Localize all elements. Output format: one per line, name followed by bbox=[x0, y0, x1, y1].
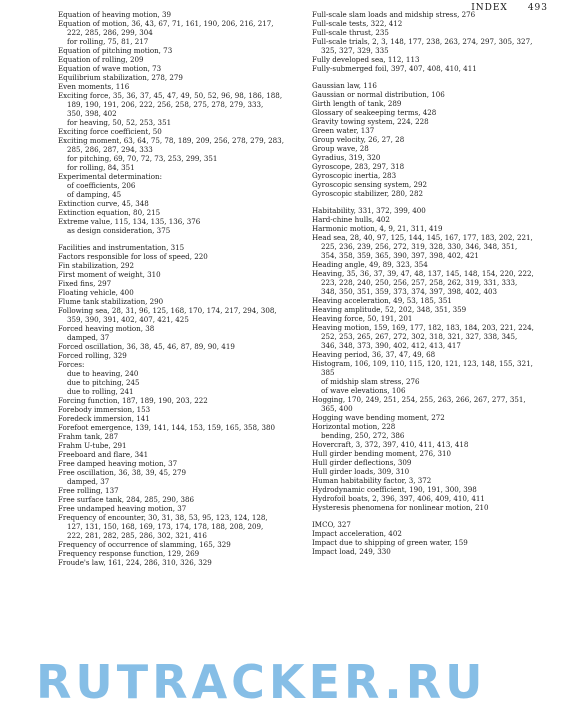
index-entry: Human habitability factor, 3, 372 bbox=[312, 476, 432, 485]
index-entry: Habitability, 331, 372, 399, 400 bbox=[312, 206, 426, 215]
letter-group-gap bbox=[58, 235, 304, 243]
index-entry: Impact load, 249, 330 bbox=[312, 547, 391, 556]
index-entry: Green water, 137 bbox=[312, 126, 375, 135]
index-subentry: 348, 350, 351, 359, 373, 374, 397, 398, 402, 403 bbox=[321, 287, 497, 296]
index-entry: Frequency of encounter, 30, 31, 38, 53, 95, 123, 124, 128, bbox=[58, 513, 268, 522]
index-entry: Extreme value, 115, 134, 135, 136, 376 bbox=[58, 217, 201, 226]
index-entry: Facilities and instrumentation, 315 bbox=[58, 243, 185, 252]
index-entry: Flume tank stabilization, 290 bbox=[58, 297, 164, 306]
index-entry: Forebody immersion, 153 bbox=[58, 405, 151, 414]
index-entry: Glossary of seakeeping terms, 428 bbox=[312, 108, 437, 117]
index-column-left bbox=[58, 10, 304, 567]
index-subentry: due to rolling, 241 bbox=[67, 387, 134, 396]
index-entry: Hydrodynamic coefficient, 190, 191, 300, 398 bbox=[312, 485, 477, 494]
watermark: RUTRACKER.RU bbox=[36, 655, 487, 709]
index-entry: Fully-submerged foil, 397, 407, 408, 410, 411 bbox=[312, 64, 477, 73]
index-subentry: for pitching, 69, 70, 72, 73, 253, 299, 351 bbox=[67, 154, 218, 163]
index-subentry: damped, 37 bbox=[67, 333, 110, 342]
index-subentry: 223, 228, 240, 250, 256, 257, 258, 262, 319, 331, 333, bbox=[321, 278, 518, 287]
index-entry: Experimental determination: bbox=[58, 172, 162, 181]
index-entry: Forced heaving motion, 38 bbox=[58, 324, 155, 333]
index-subentry: for rolling, 84, 351 bbox=[67, 163, 135, 172]
index-subentry: 346, 348, 373, 390, 402, 412, 413, 417 bbox=[321, 341, 461, 350]
index-subentry: of wave elevations, 106 bbox=[321, 386, 406, 395]
index-entry: Heaving, 35, 36, 37, 39, 47, 48, 137, 145, 148, 154, 220, 222, bbox=[312, 269, 534, 278]
index-subentry: 365, 400 bbox=[321, 404, 353, 413]
index-entry: Gyradius, 319, 320 bbox=[312, 153, 381, 162]
index-entry: Histogram, 106, 109, 110, 115, 120, 121, 123, 148, 155, 321, bbox=[312, 359, 533, 368]
index-entry: Horizontal motion, 228 bbox=[312, 422, 396, 431]
index-entry: Hull girder bending moment, 276, 310 bbox=[312, 449, 452, 458]
index-subentry: of damping, 45 bbox=[67, 190, 122, 199]
index-entry: Exciting force, 35, 36, 37, 45, 47, 49, 50, 52, 96, 98, 186, 188, bbox=[58, 91, 283, 100]
index-entry: Even moments, 116 bbox=[58, 82, 130, 91]
index-entry: Hogging, 170, 249, 251, 254, 255, 263, 266, 267, 277, 351, bbox=[312, 395, 526, 404]
index-entry: Equation of rolling, 209 bbox=[58, 55, 144, 64]
index-entry: Free oscillation, 36, 38, 39, 45, 279 bbox=[58, 468, 187, 477]
index-entry: Gyroscope, 283, 297, 318 bbox=[312, 162, 405, 171]
index-entry: Full-scale tests, 322, 412 bbox=[312, 19, 403, 28]
index-entry: Equation of heaving motion, 39 bbox=[58, 10, 172, 19]
index-entry: Factors responsible for loss of speed, 220 bbox=[58, 252, 208, 261]
index-entry: Forefoot emergence, 139, 141, 144, 153, 159, 165, 358, 380 bbox=[58, 423, 276, 432]
index-entry: Hard-chine hulls, 402 bbox=[312, 215, 390, 224]
index-entry: Heaving acceleration, 49, 53, 185, 351 bbox=[312, 296, 452, 305]
index-entry: Freeboard and flare, 341 bbox=[58, 450, 149, 459]
index-entry: Free rolling, 137 bbox=[58, 486, 119, 495]
index-entry: Harmonic motion, 4, 9, 21, 311, 419 bbox=[312, 224, 443, 233]
index-entry: Free undamped heaving motion, 37 bbox=[58, 504, 187, 513]
index-subentry: as design consideration, 375 bbox=[67, 226, 171, 235]
index-subentry: 222, 285, 286, 299, 304 bbox=[67, 28, 153, 37]
index-entry: Equation of wave motion, 73 bbox=[58, 64, 162, 73]
index-entry: Gaussian law, 116 bbox=[312, 81, 377, 90]
index-entry: Equation of motion, 36, 43, 67, 71, 161, 190, 206, 216, 217, bbox=[58, 19, 274, 28]
index-subentry: 385 bbox=[321, 368, 335, 377]
index-subentry: 127, 131, 150, 168, 169, 173, 174, 178, 188, 208, 209, bbox=[67, 522, 264, 531]
index-entry: Hull girder deflections, 309 bbox=[312, 458, 412, 467]
index-subentry: for rolling, 75, 81, 217 bbox=[67, 37, 149, 46]
index-entry: First moment of weight, 310 bbox=[58, 270, 161, 279]
index-entry: Frequency response function, 129, 269 bbox=[58, 549, 200, 558]
index-subentry: of coefficients, 206 bbox=[67, 181, 136, 190]
index-entry: Heading angle, 49, 89, 323, 354 bbox=[312, 260, 428, 269]
index-subentry: 222, 281, 282, 285, 286, 302, 321, 416 bbox=[67, 531, 207, 540]
index-column-right bbox=[312, 10, 564, 556]
index-entry: Forces: bbox=[58, 360, 85, 369]
index-entry: Gyroscopic sensing system, 292 bbox=[312, 180, 428, 189]
index-entry: Heaving period, 36, 37, 47, 49, 68 bbox=[312, 350, 436, 359]
index-entry: Free surface tank, 284, 285, 290, 386 bbox=[58, 495, 194, 504]
index-entry: Exciting force coefficient, 50 bbox=[58, 127, 162, 136]
index-entry: Group velocity, 26, 27, 28 bbox=[312, 135, 405, 144]
index-subentry: damped, 37 bbox=[67, 477, 110, 486]
index-subentry: 350, 398, 402 bbox=[67, 109, 117, 118]
index-entry: Gravity towing system, 224, 228 bbox=[312, 117, 429, 126]
index-entry: Foredeck immersion, 141 bbox=[58, 414, 150, 423]
index-subentry: 325, 327, 329, 335 bbox=[321, 46, 389, 55]
index-subentry: 354, 358, 359, 365, 390, 397, 398, 402, 421 bbox=[321, 251, 479, 260]
index-entry: Hydrofoil boats, 2, 396, 397, 406, 409, 410, 411 bbox=[312, 494, 485, 503]
index-entry: Extinction equation, 80, 215 bbox=[58, 208, 161, 217]
index-entry: Frequency of occurrence of slamming, 165, 329 bbox=[58, 540, 231, 549]
index-entry: Froude's law, 161, 224, 286, 310, 326, 329 bbox=[58, 558, 212, 567]
index-entry: Hovercraft, 3, 372, 397, 410, 411, 413, 418 bbox=[312, 440, 469, 449]
index-entry: Fixed fins, 297 bbox=[58, 279, 112, 288]
index-subentry: 359, 390, 391, 402, 407, 421, 425 bbox=[67, 315, 189, 324]
index-subentry: 225, 236, 239, 256, 272, 319, 328, 330, 346, 348, 351, bbox=[321, 242, 518, 251]
index-entry: Fin stabilization, 292 bbox=[58, 261, 135, 270]
index-entry: Frahm U-tube, 291 bbox=[58, 441, 127, 450]
index-entry: Forced rolling, 329 bbox=[58, 351, 127, 360]
index-entry: Heaving motion, 159, 169, 177, 182, 183, 184, 203, 221, 224, bbox=[312, 323, 534, 332]
index-entry: Impact due to shipping of green water, 159 bbox=[312, 538, 468, 547]
index-subentry: of midship slam stress, 276 bbox=[321, 377, 420, 386]
index-entry: Extinction curve, 45, 348 bbox=[58, 199, 149, 208]
index-entry: Full-scale slam loads and midship stress, 276 bbox=[312, 10, 476, 19]
index-entry: Heaving force, 50, 191, 201 bbox=[312, 314, 413, 323]
index-subentry: 189, 190, 191, 206, 222, 256, 258, 275, 278, 279, 333, bbox=[67, 100, 264, 109]
index-entry: Head sea, 28, 40, 97, 125, 144, 145, 167, 177, 183, 202, 221, bbox=[312, 233, 533, 242]
letter-group-gap bbox=[312, 512, 564, 520]
page-number: 493 bbox=[527, 3, 548, 13]
index-entry: Equation of pitching motion, 73 bbox=[58, 46, 173, 55]
index-entry: Full-scale trials, 2, 3, 148, 177, 238, 263, 274, 297, 305, 327, bbox=[312, 37, 533, 46]
index-subentry: due to pitching, 245 bbox=[67, 378, 140, 387]
index-entry: Full-scale thrust, 235 bbox=[312, 28, 389, 37]
index-subentry: due to heaving, 240 bbox=[67, 369, 139, 378]
header-section: INDEX bbox=[471, 3, 508, 13]
index-entry: Gaussian or normal distribution, 106 bbox=[312, 90, 445, 99]
letter-group-gap bbox=[312, 198, 564, 206]
index-entry: Floating vehicle, 400 bbox=[58, 288, 134, 297]
index-entry: Gyroscopic stabilizer, 280, 282 bbox=[312, 189, 423, 198]
index-entry: Exciting moment, 63, 64, 75, 78, 189, 209, 256, 278, 279, 283, bbox=[58, 136, 284, 145]
index-entry: Gyroscopic inertia, 283 bbox=[312, 171, 397, 180]
index-entry: Group wave, 28 bbox=[312, 144, 369, 153]
index-entry: Equilibrium stabilization, 278, 279 bbox=[58, 73, 183, 82]
index-entry: Frahm tank, 287 bbox=[58, 432, 119, 441]
index-entry: Forced oscillation, 36, 38, 45, 46, 87, 89, 90, 419 bbox=[58, 342, 235, 351]
index-subentry: for heaving, 50, 52, 253, 351 bbox=[67, 118, 172, 127]
index-entry: Heaving amplitude, 52, 202, 348, 351, 359 bbox=[312, 305, 467, 314]
index-subentry: bending, 250, 272, 386 bbox=[321, 431, 405, 440]
index-entry: IMCO, 327 bbox=[312, 520, 351, 529]
index-entry: Hogging wave bending moment, 272 bbox=[312, 413, 445, 422]
index-entry: Hysteresis phenomena for nonlinear motion, 210 bbox=[312, 503, 489, 512]
index-entry: Hull girder loads, 309, 310 bbox=[312, 467, 410, 476]
index-entry: Girth length of tank, 289 bbox=[312, 99, 402, 108]
index-entry: Fully developed sea, 112, 113 bbox=[312, 55, 420, 64]
index-subentry: 252, 253, 265, 267, 272, 302, 318, 321, 327, 338, 345, bbox=[321, 332, 518, 341]
index-entry: Impact acceleration, 402 bbox=[312, 529, 402, 538]
index-subentry: 285, 286, 287, 294, 333 bbox=[67, 145, 153, 154]
index-entry: Free damped heaving motion, 37 bbox=[58, 459, 178, 468]
index-entry: Forcing function, 187, 189, 190, 203, 222 bbox=[58, 396, 208, 405]
letter-group-gap bbox=[312, 73, 564, 81]
index-entry: Following sea, 28, 31, 96, 125, 168, 170, 174, 217, 294, 308, bbox=[58, 306, 277, 315]
